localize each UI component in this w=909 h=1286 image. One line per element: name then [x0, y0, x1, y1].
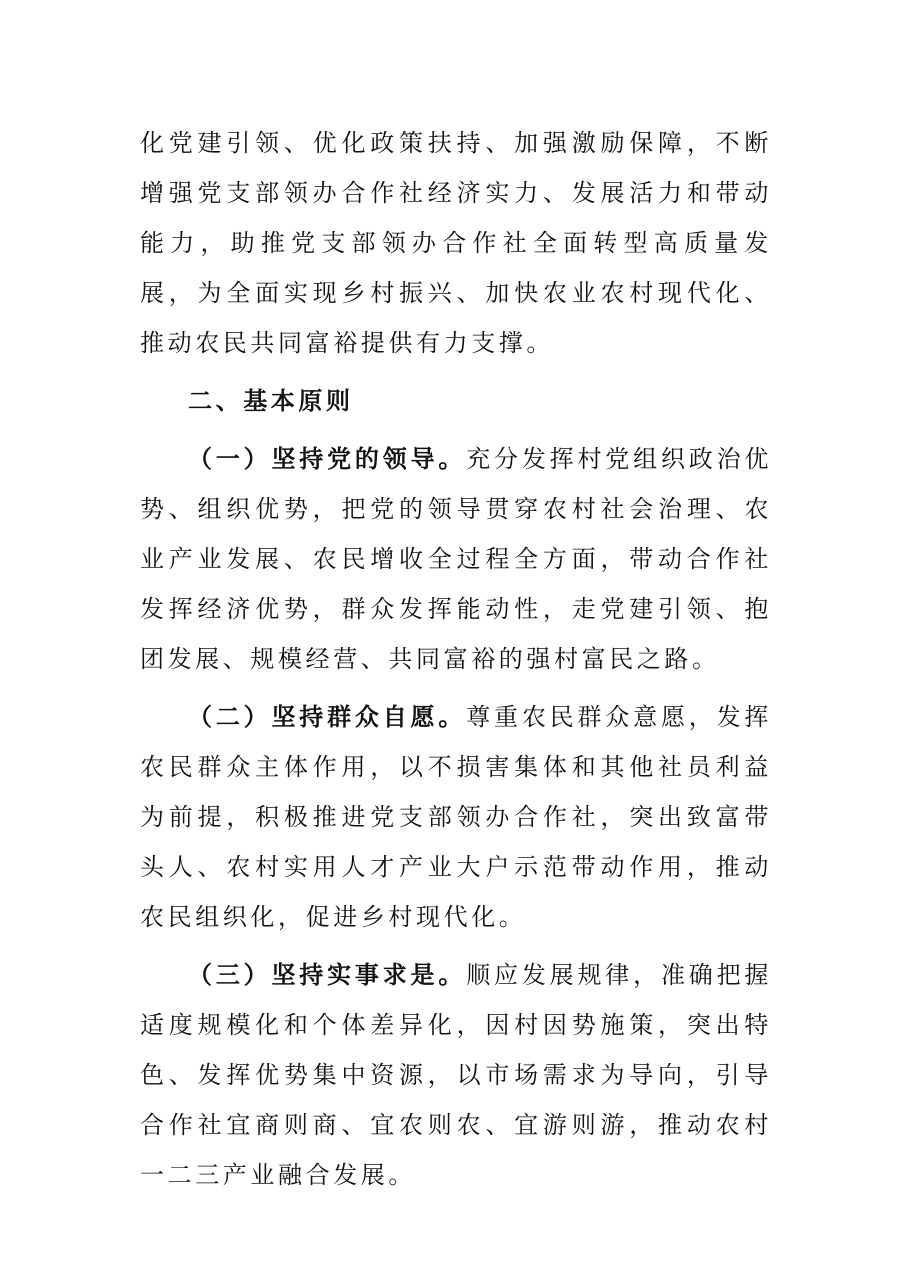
principle-text-2: 尊重农民群众意愿，发挥农民群众主体作用，以不损害集体和其他社员利益为前提，积极推进党支部领办合作社，突出致富带头人、农村实用人才产业大户示范带动作用，推动农民组织化，促进乡村现代化。: [140, 703, 772, 931]
principle-paragraph-2: [140, 692, 772, 942]
document-body: [140, 118, 772, 1200]
intro-paragraph: 化党建引领、优化政策扶持、加强激励保障，不断增强党支部领办合作社经济实力、发展活力和带动能力，助推党支部领办合作社全面转型高质量发展，为全面实现乡村振兴、加快农业农村现代化、推动农民共同富裕提供有力支撑。: [140, 129, 772, 357]
principle-lead-3: （三）坚持实事求是。: [188, 961, 467, 989]
principle-text-3: 顺应发展规律，准确把握适度规模化和个体差异化，因村因势施策，突出特色、发挥优势集中资源，以市场需求为导向，引导合作社宜商则商、宜农则农、宜游则游，推动农村一二三产业融合发展。: [140, 961, 772, 1189]
principle-lead-1: （一）坚持党的领导。: [188, 445, 467, 473]
principle-paragraph-3: [140, 950, 772, 1200]
principle-paragraph-1: [140, 434, 772, 684]
principle-text-1: 充分发挥村党组织政治优势、组织优势，把党的领导贯穿农村社会治理、农业产业发展、农民增收全过程全方面，带动合作社发挥经济优势，群众发挥能动性，走党建引领、抱团发展、规模经营、共同富裕的强村富民之路。: [140, 445, 772, 673]
section-heading: 二、基本原则: [188, 387, 354, 415]
principle-lead-2: （二）坚持群众自愿。: [188, 703, 467, 731]
